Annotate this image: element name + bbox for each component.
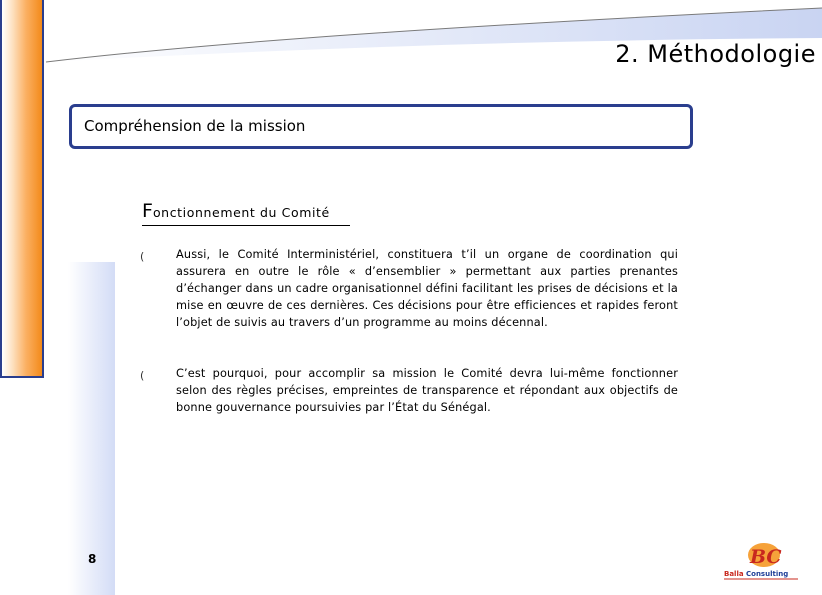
section-heading-text: onctionnement du Comité xyxy=(152,205,330,220)
page-number: 8 xyxy=(88,552,97,566)
section-heading xyxy=(142,200,330,222)
bullet-marker-1: ( xyxy=(140,250,145,263)
section-heading-initial: F xyxy=(142,200,153,222)
decorative-orange-sidebar xyxy=(0,0,44,378)
paragraph-1: Aussi, le Comité Interministériel, constituera t’il un organe de coordination qui assurera en outre le rôle « d’ensemblier » permettant aux parties prenantes d’échanger dans un cadre organisationnel défini facilitant les prises de décisions et la mise en œuvre de ces dernières. Ces décisions pour être efficiences et rapides feront l’objet de suivis au travers d’un programme au moins décennal. xyxy=(176,248,678,329)
mission-box xyxy=(69,104,693,149)
bullet-marker-2: ( xyxy=(140,369,145,382)
logo-name-part1: Balla xyxy=(724,570,744,578)
paragraph-2: C’est pourquoi, pour accomplir sa mission le Comité devra lui-même fonctionner selon des règles précises, empreintes de transparence et répondant aux objectifs de bonne gouvernance poursuivies par l’État du Sénégal. xyxy=(176,367,678,414)
balla-consulting-logo xyxy=(724,540,798,582)
logo-initials: BC xyxy=(750,546,782,568)
section-heading-underline xyxy=(142,225,350,226)
decorative-blue-sidebar xyxy=(68,262,115,595)
logo-name-part2: Consulting xyxy=(746,570,789,578)
page-heading: 2. Méthodologie xyxy=(615,40,816,68)
mission-title: Compréhension de la mission xyxy=(84,117,306,135)
